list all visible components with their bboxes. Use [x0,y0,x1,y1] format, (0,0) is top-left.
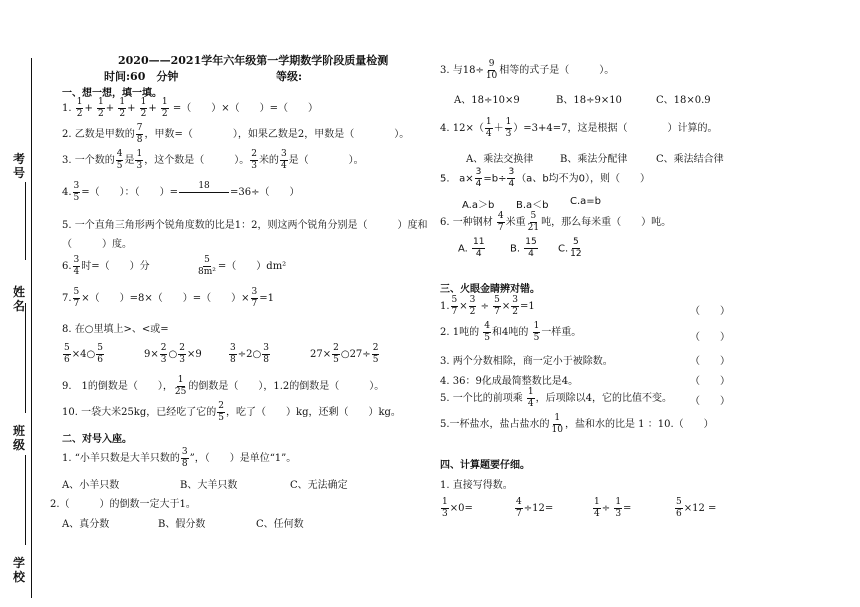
binding-line [31,58,33,598]
question-1-9: 9. 1的倒数是（ ）， $\frac{1}{25}$ 的倒数是（ ），1.2的倒数是（ ）。 [62,375,385,397]
judge-paren-3[interactable]: （ ） [690,356,730,367]
question-1-4: 4. $\frac{3}{5}$ =（ ）：（ ）= 18 =36÷（ ） [62,181,300,203]
class-blank [25,455,27,545]
question-1-3: 3. 一个数的 $\frac{4}{5}$ 是 $\frac{1}{3}$ ，这个数是（ ）。 $\frac{2}{3}$ 米的 $\frac{3}{4}$ 是（ ）。 [62,149,364,171]
compare-3: $\frac{3}{8}$ ÷2○ $\frac{3}{8}$ [230,343,269,365]
q2-1-option-b: B、大羊只数 [180,480,238,491]
question-1-6: 6. $\frac{3}{4}$ 时=（ ）分 $\frac{5}{\text{8m²}}$ =（ ）dm² [62,255,287,277]
calc-3: $\frac{1}{4}$ ÷ $\frac{1}{3}$ = [594,497,632,519]
q2-1-option-a: A、小羊只数 [62,480,120,491]
calc-2: $\frac{4}{7}$ ÷12= [516,497,554,519]
question-2-1: 1. “小羊只数是大羊只数的 $\frac{3}{8}$ ”，（ ）是单位“1”。 [62,447,297,469]
q2-5-option-b: B.a＜b [516,200,549,211]
question-1-1: 1. $\frac{1}{2}$ + $\frac{1}{2}$ + $\frac{1}{2}$ + $\frac{1}{2}$ + $\frac{1}{2}$ =（ ）×（ ）=（ ） [62,97,318,119]
q2-6-option-b: B. $\frac{15}{4}$ [510,237,537,259]
q2-3-option-c: C、18×0.9 [656,95,711,106]
question-2-6: 6. 一种钢材 $\frac{4}{7}$ 米重 $\frac{5}{21}$ 吨，那么每米重（ ）吨。 [440,211,672,233]
q2-5-option-a: A.a＞b [462,200,495,211]
question-2-2: 2.（ ）的倒数一定大于1。 [50,499,196,510]
q2-4-option-b: B、乘法分配律 [560,154,628,165]
q2-4-option-c: C、乘法结合律 [656,154,724,165]
time-label: 时间:60 分钟 [104,70,179,83]
section-4-title: 四、计算题要仔细。 [440,460,530,471]
question-3-1: 1. $\frac{5}{7}$ × $\frac{3}{2}$ ÷ $\frac{5}{7}$ × $\frac{3}{2}$ =1 [440,295,535,317]
question-1-5b: （ ）度。 [62,239,132,250]
calc-4: $\frac{5}{6}$ ×12 = [676,497,717,519]
q2-5-option-c: C.a=b [570,196,602,207]
question-3-2: 2. 1吨的 $\frac{4}{5}$ 和4吨的 $\frac{1}{5}$ 一样重。 [440,321,582,343]
exam-number-blank [25,182,27,260]
grade-label: 等级: [276,70,303,83]
school-label: 学校 [12,556,25,584]
question-1-2: 2. 乙数是甲数的 $\frac{7}{8}$ ，甲数=（ ），如果乙数是2，甲数是（ ）。 [62,123,410,145]
judge-paren-4[interactable]: （ ） [690,376,730,387]
question-1-10: 10. 一袋大米25kg，已经吃了它的 $\frac{2}{5}$ ，吃了（ ）kg，还剩（ ）kg。 [62,401,401,423]
name-label: 姓名 [12,285,25,313]
q2-3-option-a: A、18÷10×9 [454,95,520,106]
exam-title: 2020——2021学年六年级第一学期数学阶段质量检测 [118,54,389,67]
compare-1: $\frac{5}{6}$ ×4○ $\frac{5}{6}$ [64,343,103,365]
question-3-3: 3. 两个分数相除，商一定小于被除数。 [440,356,613,367]
question-3-6: 5.一杯盐水，盐占盐水的 $\frac{1}{10}$ ，盐和水的比是 1 ：10.（ ） [440,413,714,435]
name-blank [25,303,27,413]
question-1-7: 7. $\frac{5}{7}$ ×（ ）=8×（ ）=（ ）× $\frac{3}{7}$ =1 [62,287,275,309]
judge-paren-2[interactable]: （ ） [690,332,730,343]
section-1-title: 一、想一想，填一填。 [62,88,162,99]
judge-paren-5[interactable]: （ ） [690,396,730,407]
q2-3-option-b: B、18÷9×10 [556,95,622,106]
q2-4-option-a: A、乘法交换律 [466,154,534,165]
calc-1: $\frac{1}{3}$ ×0= [442,497,473,519]
question-2-3: 3. 与18÷ $\frac{9}{10}$ 相等的式子是（ ）。 [440,59,615,81]
class-label: 班级 [12,424,25,452]
q2-6-option-c: C. $\frac{5}{12}$ [558,237,582,259]
compare-2: 9× $\frac{2}{3}$ ○ $\frac{2}{3}$ ×9 [144,343,202,365]
compare-4: 27× $\frac{2}{5}$ ○27÷ $\frac{2}{5}$ [310,343,379,365]
question-1-8: 8. 在○里填上>、<或= [62,324,169,335]
q2-1-option-c: C、无法确定 [290,480,348,491]
question-2-5: 5. a× $\frac{3}{4}$ =b÷ $\frac{3}{4}$ （a、b均不为0），则（ ） [440,167,651,189]
q2-6-option-a: A. $\frac{11}{4}$ [458,237,485,259]
q2-2-option-b: B、假分数 [158,519,206,530]
question-3-4: 4. 36：9化成最简整数比是4。 [440,376,579,387]
section-2-title: 二、对号入座。 [62,434,132,445]
section-3-title: 三、火眼金睛辨对错。 [440,284,540,295]
q2-2-option-a: A、真分数 [62,519,110,530]
exam-number-label: 考号 [12,152,25,180]
judge-paren-1[interactable]: （ ） [690,306,730,317]
question-3-5: 5. 一个比的前项乘 $\frac{1}{4}$ ，后项除以4，它的比值不变。 [440,387,673,409]
question-2-4: 4. 12×（ $\frac{1}{4}$ ＋ $\frac{1}{3}$ ）=3+4=7，这是根据（ ）计算的。 [440,117,718,139]
section-4-subtitle: 1. 直接写得数。 [440,480,513,491]
q2-2-option-c: C、任何数 [256,519,304,530]
question-1-5a: 5. 一个直角三角形两个锐角度数的比是1：2，则这两个锐角分别是（ ）度和 [62,220,428,231]
